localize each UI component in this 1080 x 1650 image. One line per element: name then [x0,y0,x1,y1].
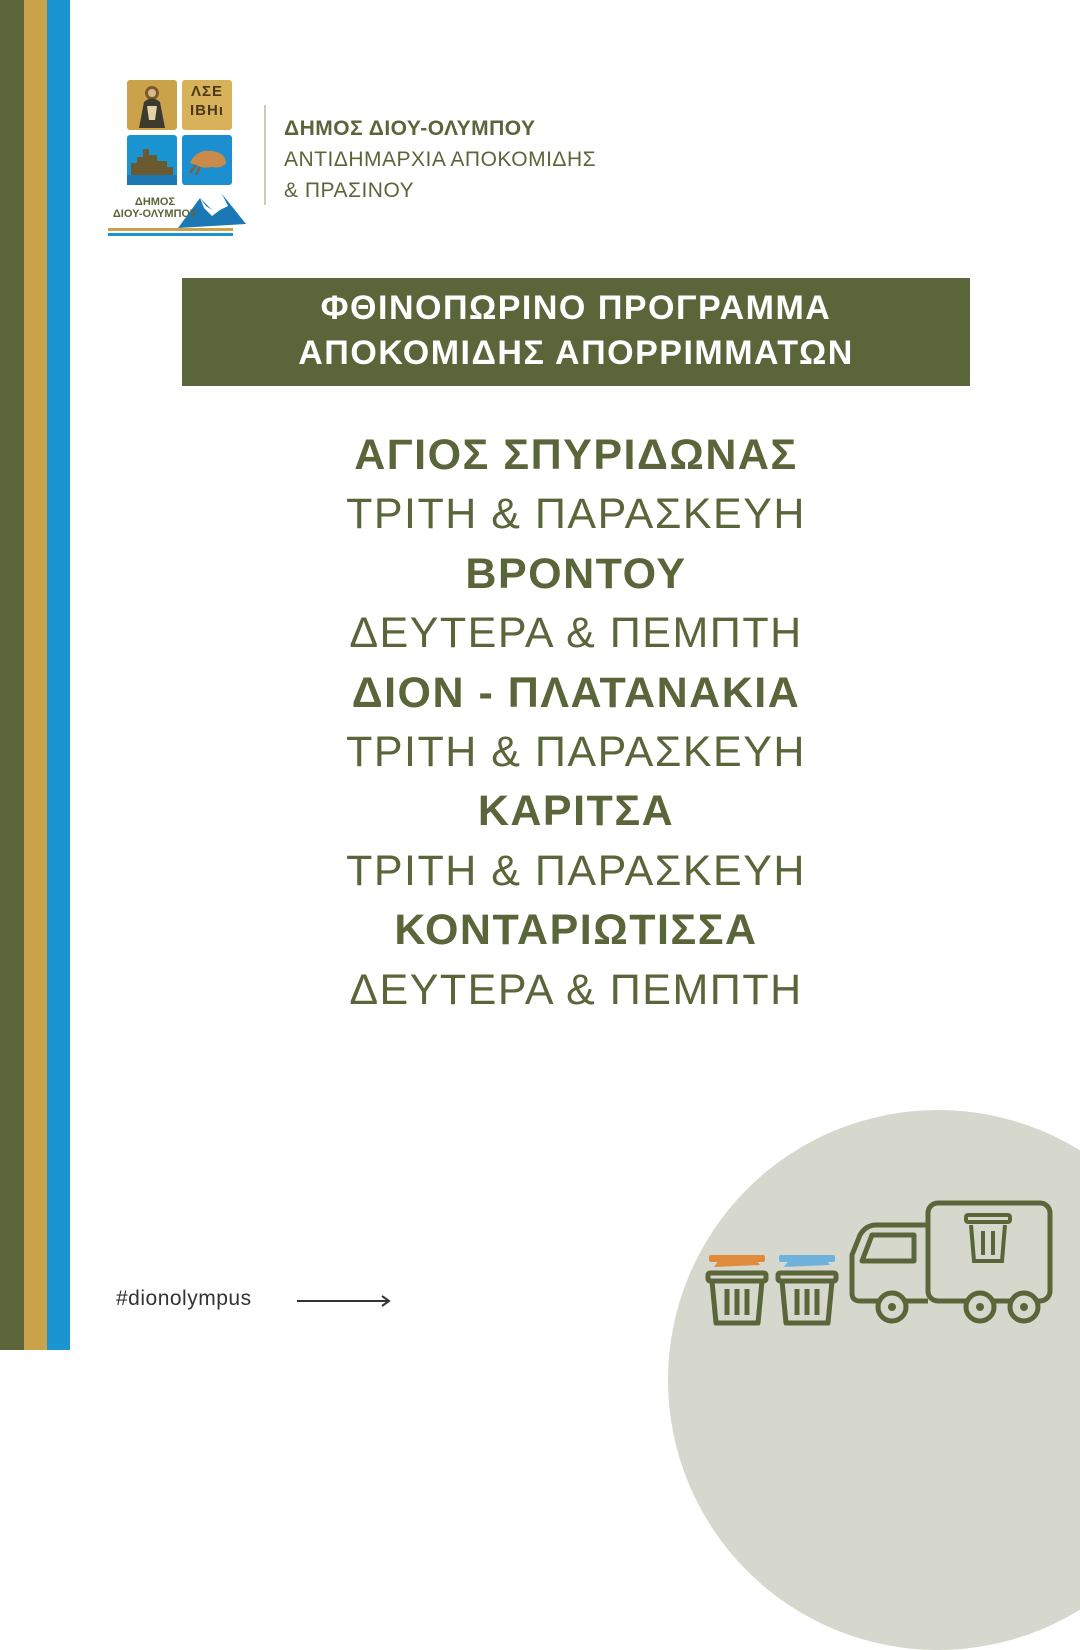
org-header [284,113,596,206]
schedule-days: ΔΕΥΤΕΡΑ & ΠΕΜΠΤΗ [349,965,803,1014]
logo-tile-shrimp-icon [182,135,232,185]
trash-bin-icon [708,1255,766,1323]
logo-caption-line1: ΔΗΜΟΣ [134,196,176,208]
org-dept-line1: ΑΝΤΙΔΗΜΑΡΧΙΑ ΑΠΟΚΟΜΙΔΗΣ [284,148,597,171]
garbage-collection-illustration [700,1195,1060,1335]
trash-bin-icon [778,1255,836,1323]
garbage-truck-icon [852,1203,1050,1321]
schedule-days: ΤΡΙΤΗ & ΠΑΡΑΣΚΕΥΗ [346,490,806,539]
municipality-logo [108,78,238,238]
schedule-place: ΚΟΝΤΑΡΙΩΤΙΣΣΑ [394,906,758,955]
header-divider [264,105,266,205]
banner-title-line2: ΑΠΟΚΟΜΙΔΗΣ ΑΠΟΡΡΙΜΜΑΤΩΝ [298,334,854,372]
schedule-place: ΚΑΡΙΤΣΑ [477,787,675,836]
org-name: ΔΗΜΟΣ ΔΙΟΥ-ΟΛΥΜΠΟΥ [284,117,536,140]
hashtag-text: #dionolympus [116,1287,252,1310]
collection-schedule [182,426,970,1020]
org-dept-line2: & ΠΡΑΣΙΝΟΥ [284,179,415,202]
banner-title-line1: ΦΘΙΝΟΠΩΡΙΝΟ ΠΡΟΓΡΑΜΜΑ [320,289,832,327]
logo-tile-castle-icon [127,135,177,185]
left-stripe-blue [47,0,70,1350]
logo-tile-saint-icon [127,80,177,130]
schedule-place: ΑΓΙΟΣ ΣΠΥΡΙΔΩΝΑΣ [354,431,798,479]
schedule-place: ΔΙΟΝ - ΠΛΑΤΑΝΑΚΙΑ [351,668,801,717]
decorative-circle [668,1110,1080,1650]
arrow-right-icon [296,1293,392,1309]
logo-tile-inscription [182,80,232,130]
title-banner [182,278,970,386]
logo-caption-line2: ΔΙΟΥ-ΟΛΥΜΠΟΥ [112,208,198,220]
logo-letters-line1: ΛΣΕ [190,83,223,100]
left-stripe-green [0,0,24,1350]
left-stripe-gold [24,0,47,1350]
schedule-days: ΔΕΥΤΕΡΑ & ΠΕΜΠΤΗ [349,609,803,658]
schedule-days: ΤΡΙΤΗ & ΠΑΡΑΣΚΕΥΗ [346,728,806,777]
schedule-days: ΤΡΙΤΗ & ΠΑΡΑΣΚΕΥΗ [346,846,806,895]
schedule-place: ΒΡΟΝΤΟΥ [465,549,687,598]
logo-letters-line2: ΙΒΗι [190,102,224,119]
